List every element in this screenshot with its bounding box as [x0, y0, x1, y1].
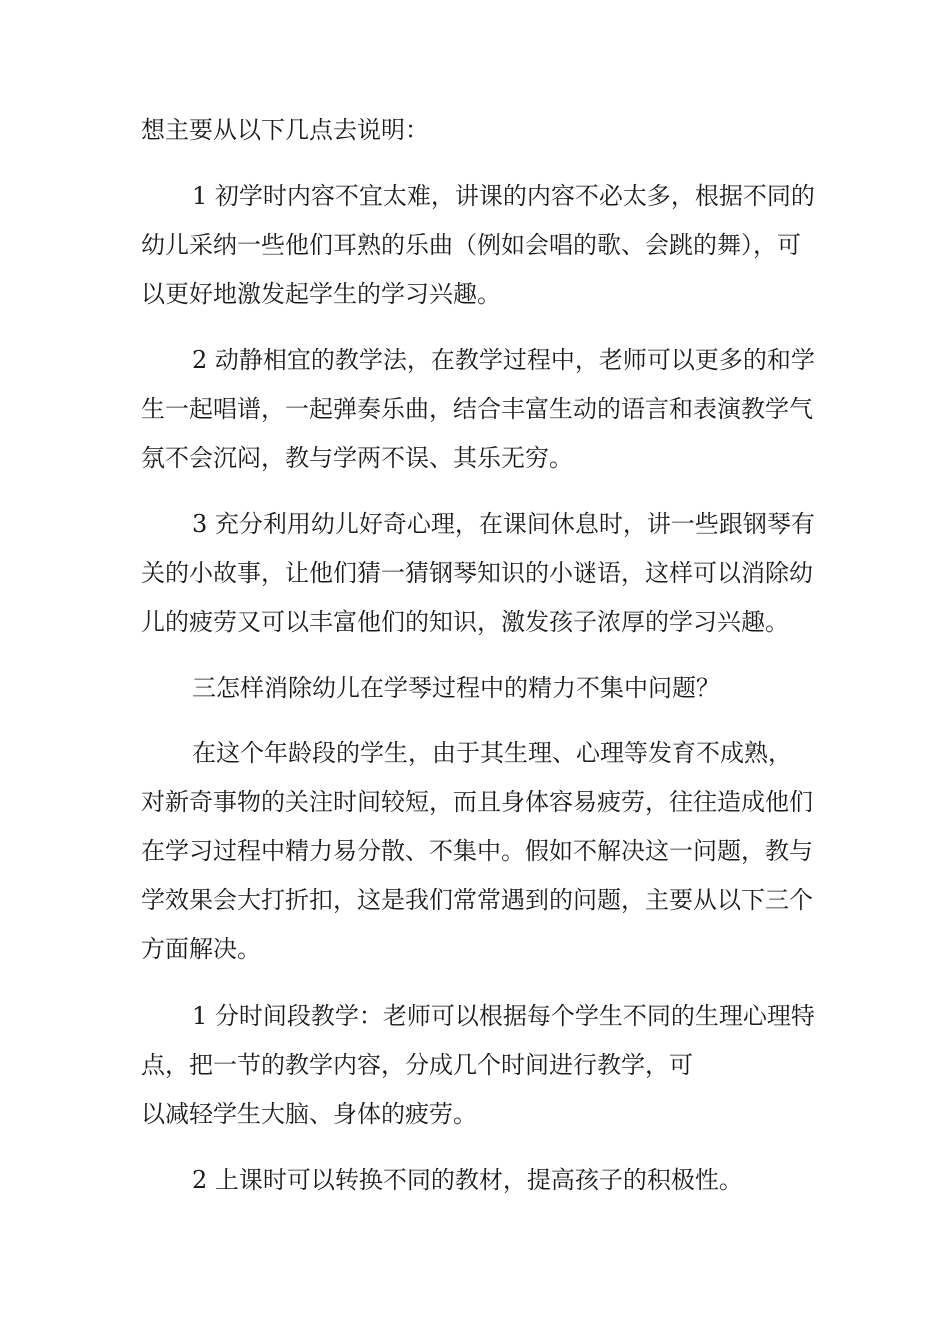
paragraph-line: 在这个年龄段的学生，由于其生理、心理等发育不成熟， [192, 739, 792, 767]
paragraph-line: 以更好地激发起学生的学习兴趣。 [141, 280, 501, 308]
paragraph-line: 方面解决。 [141, 935, 261, 963]
paragraph-line: 生一起唱谱，一起弹奏乐曲，结合丰富生动的语言和表演教学气 [141, 395, 813, 423]
paragraph-line: 点，把一节的教学内容，分成几个时间进行教学，可 [141, 1051, 693, 1079]
paragraph-line: 2 上课时可以转换不同的教材，提高孩子的积极性。 [192, 1166, 743, 1194]
paragraph-line: 在学习过程中精力易分散、不集中。假如不解决这一问题，教与 [141, 837, 813, 865]
paragraph-line: 想主要从以下几点去说明： [141, 116, 429, 144]
paragraph-line: 氛不会沉闷，教与学两不误、其乐无穷。 [141, 444, 573, 472]
paragraph-line: 2 动静相宜的教学法，在教学过程中，老师可以更多的和学 [192, 346, 815, 374]
paragraph-line: 幼儿采纳一些他们耳熟的乐曲（例如会唱的歌、会跳的舞），可 [141, 231, 801, 259]
paragraph-line: 3 充分利用幼儿好奇心理，在课间休息时，讲一些跟钢琴有 [192, 510, 815, 538]
paragraph-line: 儿的疲劳又可以丰富他们的知识，激发孩子浓厚的学习兴趣。 [141, 608, 789, 636]
paragraph-line: 学效果会大打折扣，这是我们常常遇到的问题，主要从以下三个 [141, 886, 813, 914]
paragraph-line: 对新奇事物的关注时间较短，而且身体容易疲劳，往往造成他们 [141, 788, 813, 816]
section-heading: 三怎样消除幼儿在学琴过程中的精力不集中问题？ [192, 674, 720, 702]
paragraph-line: 以减轻学生大脑、身体的疲劳。 [141, 1100, 477, 1128]
paragraph-line: 1 分时间段教学：老师可以根据每个学生不同的生理心理特 [192, 1002, 815, 1030]
paragraph-line: 关的小故事，让他们猜一猜钢琴知识的小谜语，这样可以消除幼 [141, 559, 813, 587]
paragraph-line: 1 初学时内容不宜太难，讲课的内容不必太多，根据不同的 [192, 182, 815, 210]
